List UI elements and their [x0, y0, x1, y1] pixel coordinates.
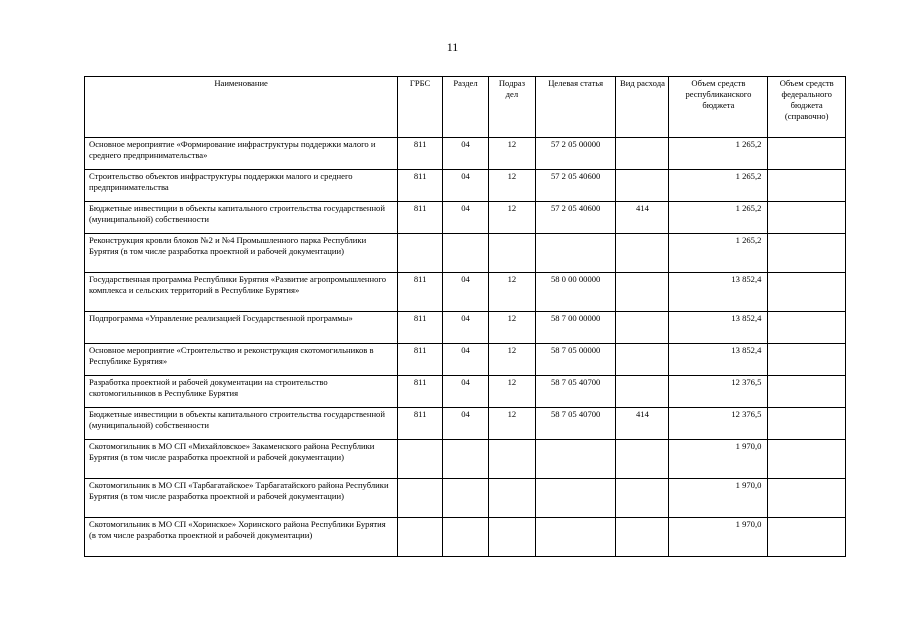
cell-republic-budget: 1 970,0 [669, 440, 768, 479]
cell-section: 04 [443, 170, 489, 202]
cell-section: 04 [443, 376, 489, 408]
cell-republic-budget: 13 852,4 [669, 273, 768, 312]
cell-grbs: 811 [398, 202, 443, 234]
cell-name: Разработка проектной и рабочей документации на строительство скотомогильников в Республике Бурятия [85, 376, 398, 408]
cell-section [443, 234, 489, 273]
cell-name: Основное мероприятие «Формирование инфраструктуры поддержки малого и среднего предпринимательства» [85, 138, 398, 170]
cell-article [535, 234, 616, 273]
header-name: Наименование [85, 77, 398, 138]
cell-federal-budget [768, 234, 846, 273]
cell-federal-budget [768, 138, 846, 170]
cell-article: 58 7 00 00000 [535, 312, 616, 344]
cell-name: Основное мероприятие «Строительство и реконструкция скотомогильников в Республике Бурятия» [85, 344, 398, 376]
cell-republic-budget: 1 970,0 [669, 479, 768, 518]
table-row [85, 518, 846, 557]
cell-subsection: 12 [488, 138, 535, 170]
cell-grbs: 811 [398, 344, 443, 376]
table-row [85, 138, 846, 170]
cell-grbs: 811 [398, 170, 443, 202]
budget-table [84, 76, 846, 557]
cell-federal-budget [768, 170, 846, 202]
cell-section: 04 [443, 138, 489, 170]
cell-grbs: 811 [398, 138, 443, 170]
cell-grbs: 811 [398, 312, 443, 344]
cell-subsection: 12 [488, 344, 535, 376]
cell-federal-budget [768, 479, 846, 518]
cell-section: 04 [443, 344, 489, 376]
cell-republic-budget: 1 970,0 [669, 518, 768, 557]
cell-subsection: 12 [488, 170, 535, 202]
cell-expense-type [616, 312, 669, 344]
cell-name: Скотомогильник в МО СП «Тарбагатайское» Тарбагатайского района Республики Бурятия (в том числе разработка проектной и рабочей документации) [85, 479, 398, 518]
header-article: Целевая статья [535, 77, 616, 138]
cell-subsection [488, 518, 535, 557]
header-expense-type: Вид расхода [616, 77, 669, 138]
cell-republic-budget: 13 852,4 [669, 312, 768, 344]
cell-republic-budget: 1 265,2 [669, 202, 768, 234]
table-row [85, 273, 846, 312]
cell-federal-budget [768, 376, 846, 408]
cell-expense-type [616, 479, 669, 518]
cell-section: 04 [443, 312, 489, 344]
cell-subsection: 12 [488, 312, 535, 344]
cell-subsection: 12 [488, 408, 535, 440]
table-row [85, 479, 846, 518]
cell-name: Государственная программа Республики Бурятия «Развитие агропромышленного комплекса и сельских территорий в Республике Бурятия» [85, 273, 398, 312]
cell-federal-budget [768, 440, 846, 479]
header-grbs: ГРБС [398, 77, 443, 138]
cell-article: 58 7 05 00000 [535, 344, 616, 376]
cell-subsection: 12 [488, 376, 535, 408]
cell-subsection: 12 [488, 273, 535, 312]
table-row [85, 408, 846, 440]
cell-section [443, 479, 489, 518]
cell-republic-budget: 12 376,5 [669, 408, 768, 440]
cell-grbs: 811 [398, 408, 443, 440]
cell-expense-type [616, 376, 669, 408]
table-row [85, 440, 846, 479]
cell-name: Бюджетные инвестиции в объекты капитального строительства государственной (муниципальной) собственности [85, 202, 398, 234]
cell-grbs: 811 [398, 376, 443, 408]
cell-article: 57 2 05 00000 [535, 138, 616, 170]
header-subsection: Подраз дел [488, 77, 535, 138]
cell-name: Скотомогильник в МО СП «Хоринское» Хоринского района Республики Бурятия (в том числе разработка проектной и рабочей документации) [85, 518, 398, 557]
cell-name: Строительство объектов инфраструктуры поддержки малого и среднего предпринимательства [85, 170, 398, 202]
cell-republic-budget: 12 376,5 [669, 376, 768, 408]
cell-subsection [488, 234, 535, 273]
cell-expense-type [616, 234, 669, 273]
table-header-row [85, 77, 846, 138]
cell-subsection: 12 [488, 202, 535, 234]
cell-name: Подпрограмма «Управление реализацией Государственной программы» [85, 312, 398, 344]
table-body [85, 138, 846, 557]
cell-republic-budget: 1 265,2 [669, 234, 768, 273]
header-section: Раздел [443, 77, 489, 138]
cell-expense-type: 414 [616, 202, 669, 234]
cell-name: Реконструкция кровли блоков №2 и №4 Промышленного парка Республики Бурятия (в том числе разработка проектной и рабочей документации) [85, 234, 398, 273]
cell-article: 57 2 05 40600 [535, 170, 616, 202]
cell-article [535, 440, 616, 479]
table-row [85, 170, 846, 202]
cell-republic-budget: 13 852,4 [669, 344, 768, 376]
cell-section: 04 [443, 202, 489, 234]
cell-article [535, 479, 616, 518]
cell-article [535, 518, 616, 557]
cell-subsection [488, 479, 535, 518]
cell-grbs [398, 479, 443, 518]
table-row [85, 312, 846, 344]
cell-federal-budget [768, 273, 846, 312]
cell-section [443, 440, 489, 479]
cell-republic-budget: 1 265,2 [669, 170, 768, 202]
cell-federal-budget [768, 312, 846, 344]
cell-federal-budget [768, 344, 846, 376]
cell-grbs [398, 518, 443, 557]
header-republic-budget: Объем средств республиканского бюджета [669, 77, 768, 138]
cell-expense-type [616, 440, 669, 479]
cell-article: 58 7 05 40700 [535, 408, 616, 440]
cell-republic-budget: 1 265,2 [669, 138, 768, 170]
cell-expense-type [616, 138, 669, 170]
cell-article: 57 2 05 40600 [535, 202, 616, 234]
cell-section: 04 [443, 408, 489, 440]
table-row [85, 234, 846, 273]
cell-article: 58 7 05 40700 [535, 376, 616, 408]
table-row [85, 202, 846, 234]
table-row [85, 344, 846, 376]
cell-name: Бюджетные инвестиции в объекты капитального строительства государственной (муниципальной) собственности [85, 408, 398, 440]
cell-grbs [398, 440, 443, 479]
page-number: 11 [446, 40, 459, 54]
cell-section [443, 518, 489, 557]
cell-section: 04 [443, 273, 489, 312]
cell-subsection [488, 440, 535, 479]
cell-expense-type [616, 170, 669, 202]
cell-federal-budget [768, 518, 846, 557]
cell-grbs: 811 [398, 273, 443, 312]
cell-expense-type [616, 344, 669, 376]
cell-grbs [398, 234, 443, 273]
cell-federal-budget [768, 408, 846, 440]
header-federal-budget: Объем средств федерального бюджета (справочно) [768, 77, 846, 138]
cell-name: Скотомогильник в МО СП «Михайловское» Закаменского района Республики Бурятия (в том числе разработка проектной и рабочей документации) [85, 440, 398, 479]
cell-article: 58 0 00 00000 [535, 273, 616, 312]
cell-federal-budget [768, 202, 846, 234]
cell-expense-type: 414 [616, 408, 669, 440]
table-row [85, 376, 846, 408]
cell-expense-type [616, 518, 669, 557]
cell-expense-type [616, 273, 669, 312]
